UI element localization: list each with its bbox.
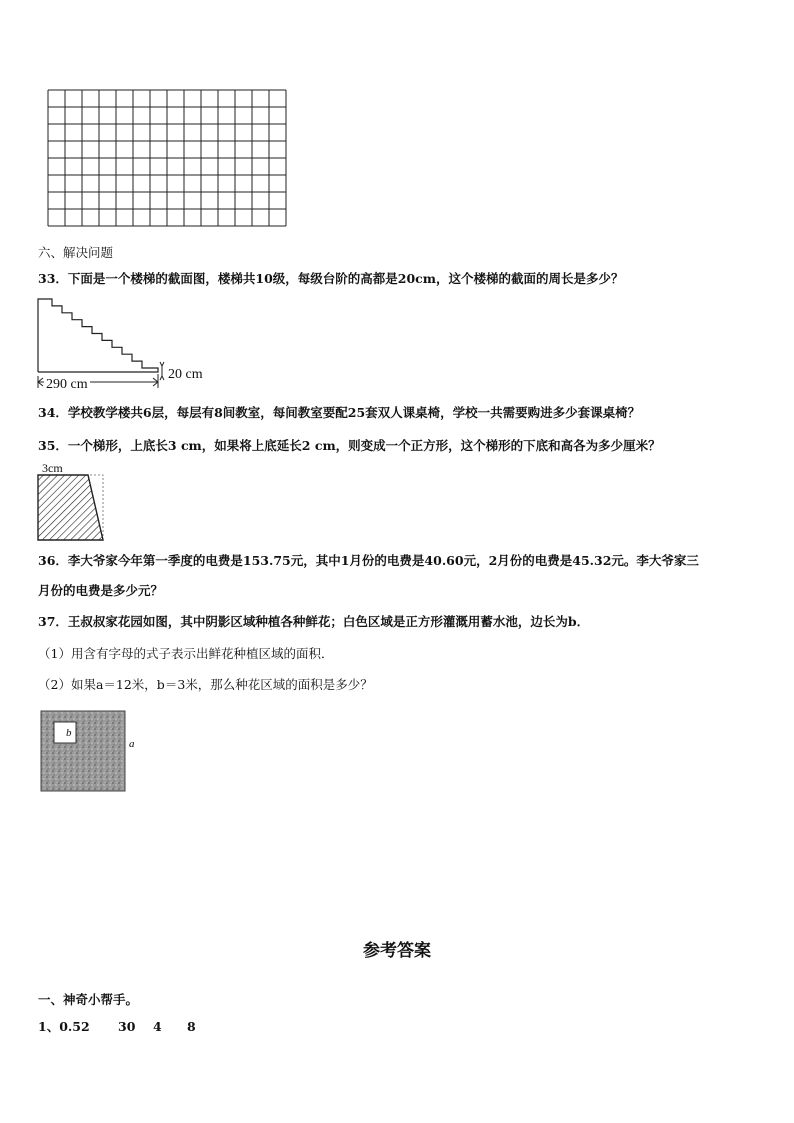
question-36-line1: 36．李大爷家今年第一季度的电费是153.75元，其中1月份的电费是40.60元，2月份的电费是45.32元。李大爷家三: [38, 553, 699, 568]
trapezoid-top-label: 3cm: [42, 461, 63, 475]
garden-figure: [40, 710, 130, 794]
answer-item-1-value-3: 8: [187, 1019, 196, 1034]
stairs-width-label: 290 cm: [46, 377, 88, 392]
garden-side-label: a: [129, 738, 135, 750]
grid-figure: [47, 89, 287, 227]
garden-inner-label: b: [66, 727, 72, 739]
section-six-title: 六、解决问题: [38, 245, 114, 260]
answers-section-one: 一、神奇小帮手。: [38, 992, 139, 1007]
question-37-part2: （2）如果a＝12米，b＝3米，那么种花区域的面积是多少？: [38, 677, 373, 692]
answers-title: 参考答案: [363, 941, 431, 961]
question-34: 34．学校教学楼共6层，每层有8间教室，每间教室要配25套双人课桌椅，学校一共需要购进多少套课桌椅？: [38, 405, 641, 420]
stairs-step-label: 20 cm: [168, 367, 203, 382]
answer-item-1-value-2: 4: [153, 1019, 162, 1034]
trapezoid-figure: [37, 474, 105, 542]
question-33: 33．下面是一个楼梯的截面图，楼梯共10级，每级台阶的高都是20cm，这个楼梯的截面的周长是多少？: [38, 271, 624, 286]
answer-item-1-label: 1、0.52: [38, 1019, 90, 1034]
question-37: 37．王叔叔家花园如图，其中阴影区域种植各种鲜花；白色区域是正方形灌溉用蓄水池，边长为b．: [38, 614, 590, 629]
question-37-part1: （1）用含有字母的式子表示出鲜花种植区域的面积．: [38, 646, 334, 661]
question-36-line2: 月份的电费是多少元？: [38, 583, 164, 598]
question-35: 35．一个梯形，上底长3 cm，如果将上底延长2 cm，则变成一个正方形，这个梯形的下底和高各为多少厘米？: [38, 438, 661, 453]
answer-item-1-value-1: 30: [118, 1019, 136, 1034]
